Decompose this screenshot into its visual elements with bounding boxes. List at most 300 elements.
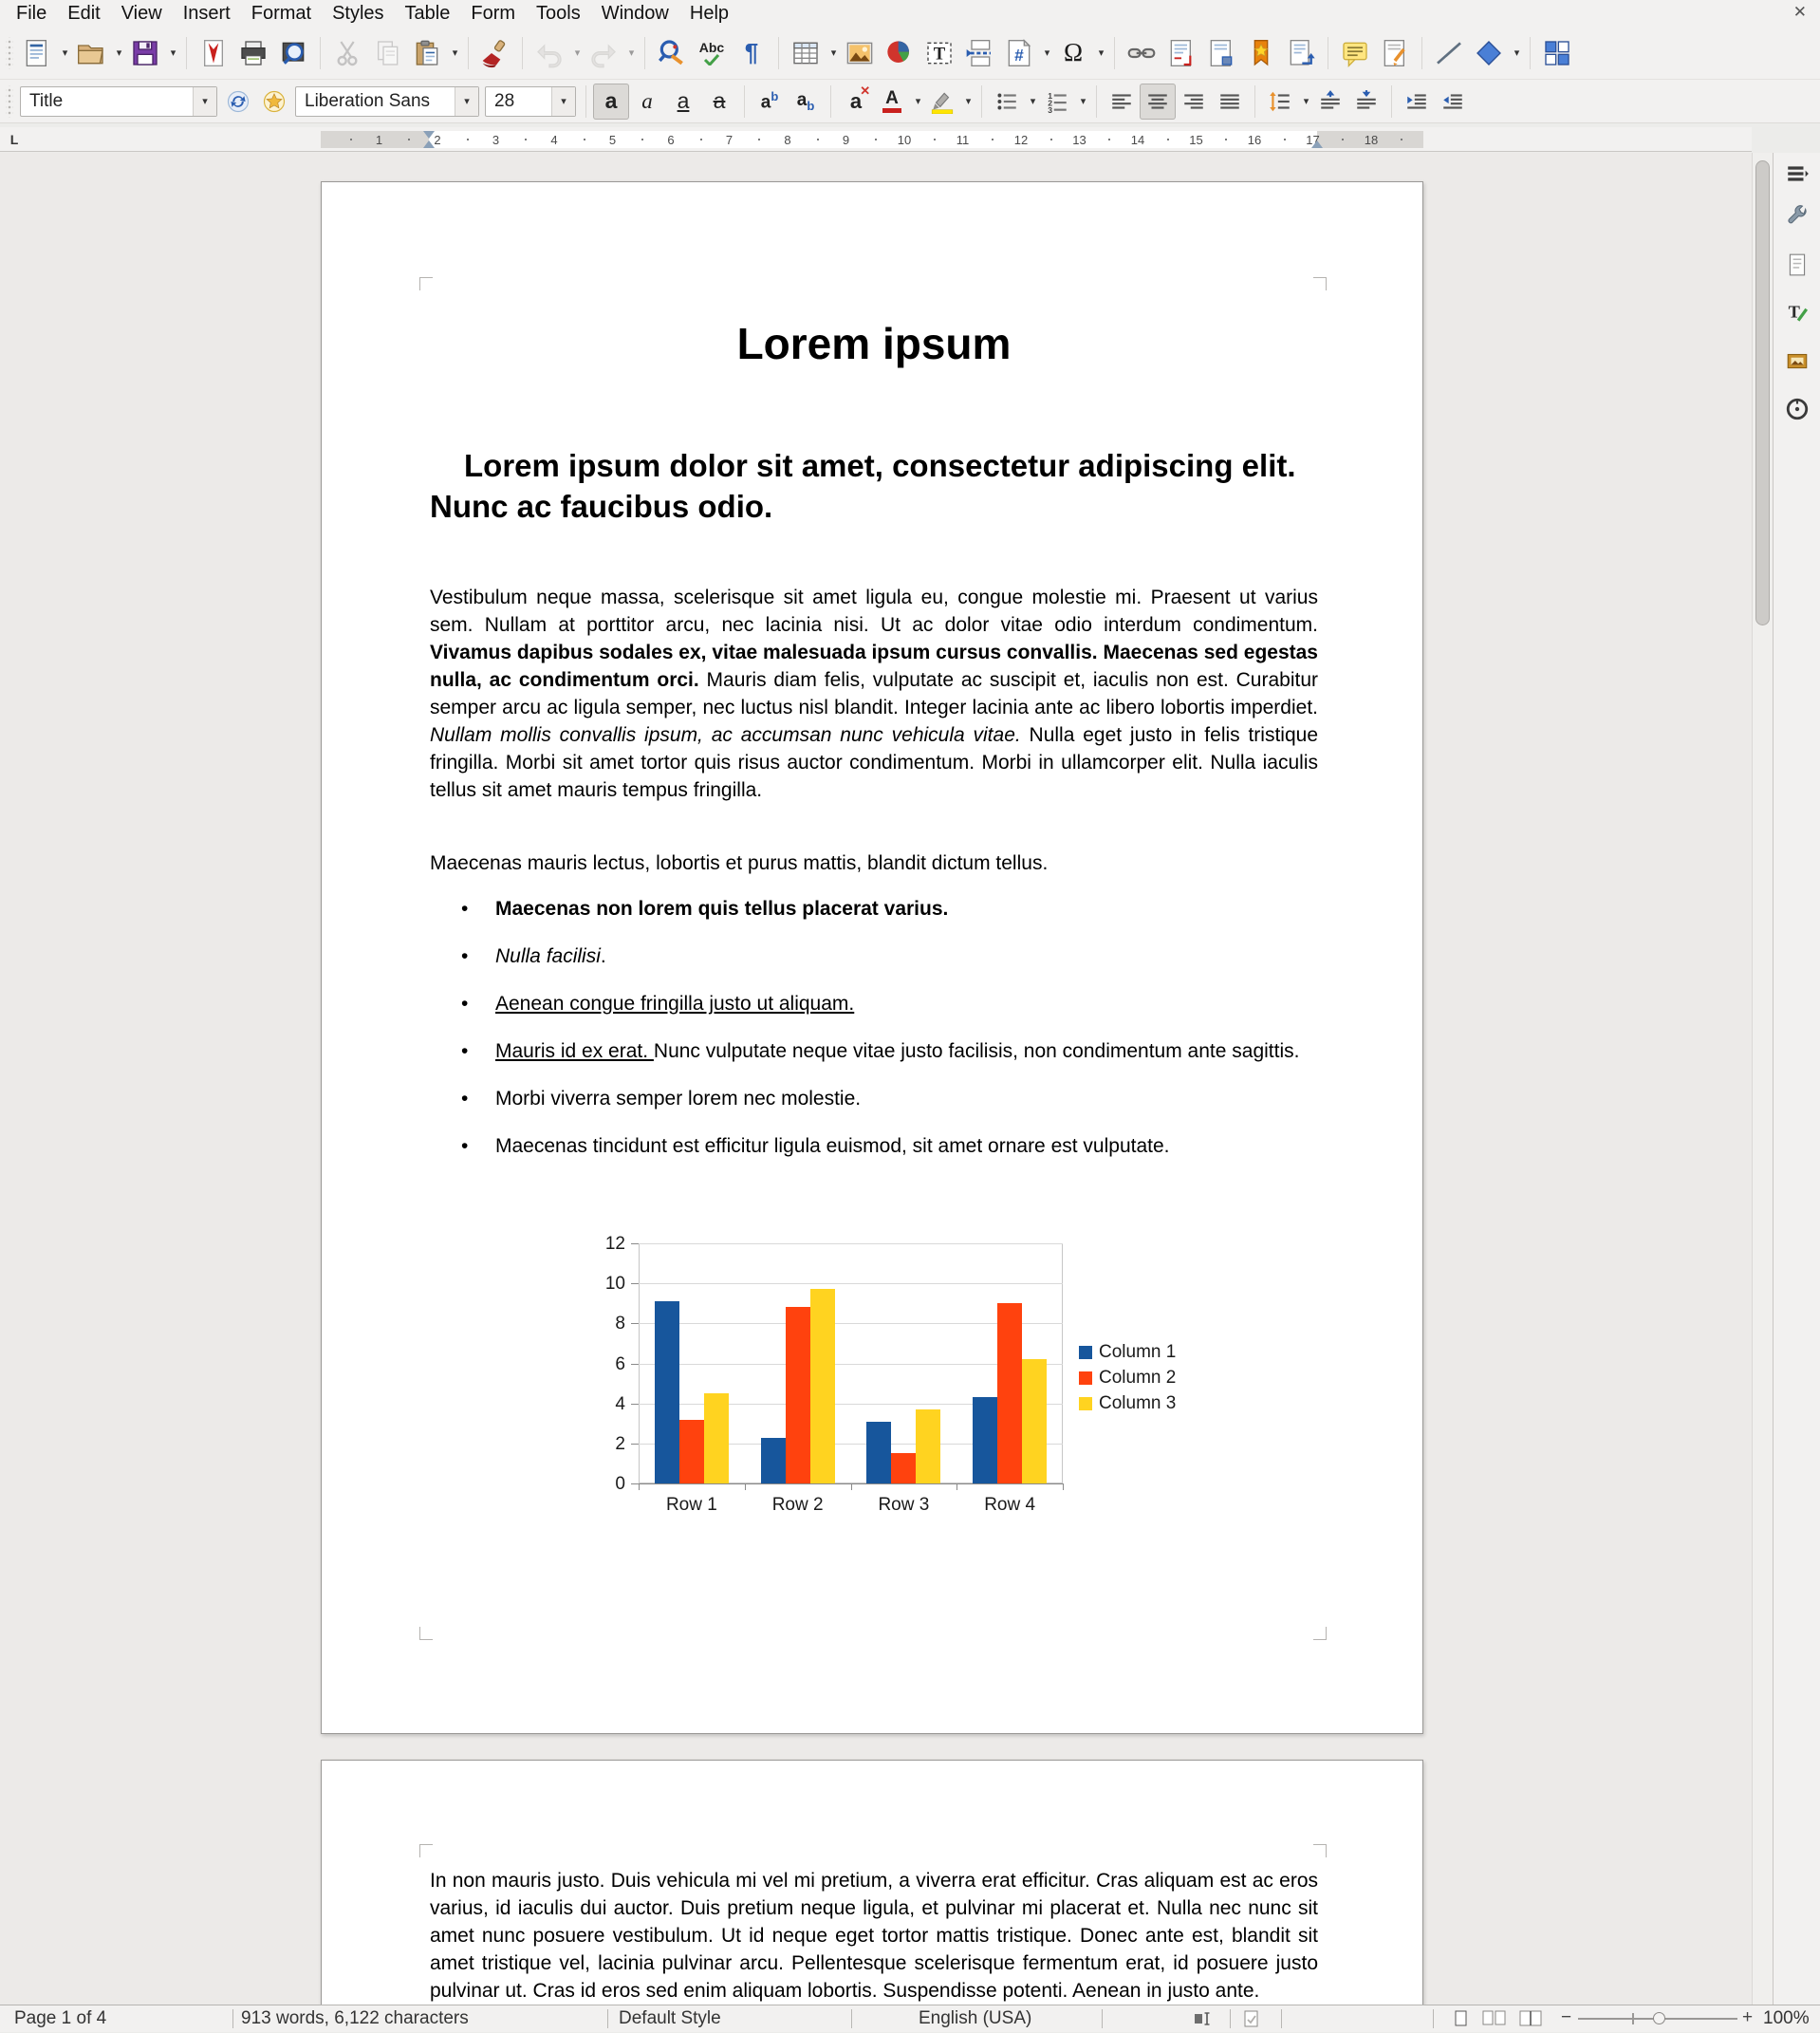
bullet-marker: • bbox=[461, 945, 469, 967]
vertical-scrollbar[interactable] bbox=[1752, 153, 1773, 2005]
insert-mode-indicator[interactable] bbox=[1194, 2010, 1213, 2033]
ruler-number: 1 bbox=[375, 133, 383, 147]
single-page-view-icon bbox=[1454, 2010, 1468, 2027]
font-color-button[interactable] bbox=[874, 84, 910, 120]
chart-y-tick-label: 10 bbox=[604, 1274, 625, 1295]
page-2[interactable] bbox=[321, 1760, 1423, 2005]
text-run: Mauris diam felis, vulputate ac suscipit et, iaculis non est. Curabitur semper arcu ac ligula semper, nec luctus nisl blandit. Integer lacinia ante ac libero lobortis imperdiet. bbox=[430, 669, 1318, 718]
increase-indent-button[interactable] bbox=[1399, 84, 1435, 120]
ruler-text-area bbox=[429, 131, 1320, 148]
chart-bar-column-2 bbox=[891, 1453, 916, 1483]
ruler-number: 4 bbox=[550, 133, 558, 147]
ruler-number: 7 bbox=[725, 133, 734, 147]
strikethrough-icon: a bbox=[713, 88, 726, 113]
legend-swatch bbox=[1079, 1371, 1092, 1385]
insert-line-button[interactable] bbox=[1429, 32, 1469, 74]
toolbar-grip[interactable] bbox=[6, 37, 13, 69]
decrease-paragraph-spacing-icon bbox=[1354, 89, 1379, 114]
superscript-button[interactable] bbox=[752, 84, 788, 120]
ruler-number: 12 bbox=[1013, 133, 1029, 147]
undo-dropdown[interactable]: ▾ bbox=[574, 47, 581, 59]
text-run: Maecenas non lorem quis tellus placerat varius. bbox=[495, 898, 949, 920]
text-run: Nulla eget justo in felis tristique fringilla. Morbi sit amet tortor quis risus auctor condimentum. Morbi in ullamcorper elit. Nulla iaculis tellus sit amet mauris tempus fringilla. bbox=[430, 724, 1319, 801]
chart-bar-column-1 bbox=[973, 1397, 997, 1483]
single-page-view-button[interactable] bbox=[1454, 2010, 1468, 2033]
svg-text:1: 1 bbox=[1048, 90, 1053, 101]
statusbar bbox=[0, 2005, 1820, 2032]
menu-window[interactable]: Window bbox=[601, 2, 669, 24]
find-replace-button[interactable] bbox=[652, 32, 692, 74]
chart-x-tick bbox=[639, 1483, 640, 1490]
sidebar-properties-button[interactable] bbox=[1782, 201, 1812, 232]
paste-button[interactable] bbox=[407, 32, 447, 74]
decrease-indent-button[interactable] bbox=[1435, 84, 1471, 120]
font-name-combo[interactable] bbox=[295, 86, 479, 117]
chart-y-tick-label: 8 bbox=[615, 1314, 625, 1334]
tab-stop-selector[interactable]: L bbox=[9, 132, 19, 147]
save-button[interactable] bbox=[125, 32, 165, 74]
sidebar-settings-icon bbox=[1785, 161, 1810, 186]
text-run: Nunc vulputate neque vitae justo facilisis, non condimentum ante sagittis. bbox=[653, 1040, 1300, 1062]
unordered-list-dropdown[interactable]: ▾ bbox=[1030, 96, 1036, 107]
open-dropdown[interactable]: ▾ bbox=[116, 47, 122, 59]
ruler-number: 11 bbox=[956, 133, 970, 147]
insert-mode-icon bbox=[1194, 2010, 1213, 2027]
open-folder-icon bbox=[76, 38, 106, 68]
print-preview-button[interactable] bbox=[273, 32, 313, 74]
bullet-marker: • bbox=[461, 898, 469, 920]
zoom-in-button[interactable]: + bbox=[1742, 2007, 1754, 2027]
paragraph-style-value: Title bbox=[29, 90, 64, 111]
chart-bar-column-2 bbox=[786, 1307, 810, 1483]
chart-bar-column-3 bbox=[1022, 1359, 1047, 1483]
sidebar-styles-button[interactable] bbox=[1782, 297, 1812, 327]
paste-dropdown[interactable]: ▾ bbox=[452, 47, 458, 59]
basic-shapes-button[interactable] bbox=[1469, 32, 1509, 74]
ruler-number: 9 bbox=[842, 133, 850, 147]
chart-bar-column-2 bbox=[997, 1303, 1022, 1483]
ruler-tick bbox=[1342, 139, 1344, 140]
menu-edit[interactable]: Edit bbox=[67, 2, 101, 24]
ruler-tick bbox=[525, 139, 527, 140]
italic-icon: a bbox=[641, 88, 653, 113]
chart-y-tick bbox=[631, 1404, 639, 1405]
cross-reference-icon bbox=[1286, 38, 1316, 68]
text-run: Maecenas tincidunt est efficitur ligula euismod, sit amet ornare est vulputate. bbox=[495, 1135, 1170, 1157]
paste-icon bbox=[412, 38, 442, 68]
ruler-tick bbox=[875, 139, 877, 140]
document-heading[interactable]: Lorem ipsum dolor sit amet, consectetur adipiscing elit. Nunc ac faucibus odio. bbox=[430, 448, 1296, 524]
ruler-tick bbox=[1401, 139, 1402, 140]
ruler-tick bbox=[1167, 139, 1169, 140]
undo-icon bbox=[534, 38, 565, 68]
pilcrow-icon: ¶ bbox=[744, 38, 759, 66]
unordered-list-button[interactable] bbox=[989, 84, 1025, 120]
special-character-dropdown[interactable]: ▾ bbox=[1098, 47, 1105, 59]
print-icon bbox=[238, 38, 269, 68]
cut-scissors-icon bbox=[332, 38, 362, 68]
insert-field-dropdown[interactable]: ▾ bbox=[1044, 47, 1050, 59]
bullet-marker: • bbox=[461, 1088, 469, 1110]
ruler-tick bbox=[934, 139, 936, 140]
italic-button[interactable] bbox=[629, 84, 665, 120]
text-run: Mauris id ex erat. bbox=[495, 1040, 654, 1062]
sidebar-settings-button[interactable] bbox=[1782, 159, 1812, 189]
ruler-tick bbox=[1284, 139, 1286, 140]
insert-image-icon bbox=[845, 38, 875, 68]
chart-y-tick-label: 12 bbox=[604, 1234, 625, 1254]
show-draw-functions-button[interactable] bbox=[1537, 32, 1577, 74]
paragraph-style-dropdown[interactable]: ▾ bbox=[193, 87, 216, 116]
ruler-number: 3 bbox=[492, 133, 500, 147]
chart-y-tick bbox=[631, 1283, 639, 1284]
svg-text:T: T bbox=[933, 44, 946, 65]
insert-bookmark-button[interactable] bbox=[1241, 32, 1281, 74]
insert-footnote-button[interactable] bbox=[1161, 32, 1201, 74]
ruler-tick bbox=[641, 139, 643, 140]
highlight-color-dropdown[interactable]: ▾ bbox=[965, 96, 972, 107]
insert-hyperlink-button[interactable] bbox=[1122, 32, 1161, 74]
basic-shapes-icon bbox=[1474, 38, 1504, 68]
page-icon bbox=[1785, 252, 1810, 277]
insert-table-button[interactable] bbox=[786, 32, 826, 74]
spelling-abc-glyph: Abc bbox=[698, 39, 725, 55]
insert-table-dropdown[interactable]: ▾ bbox=[830, 47, 837, 59]
font-color-icon: A bbox=[882, 89, 901, 113]
right-indent-marker[interactable] bbox=[1311, 140, 1323, 148]
align-left-button[interactable] bbox=[1104, 84, 1140, 120]
chart-y-tick bbox=[631, 1364, 639, 1365]
book-view-icon bbox=[1518, 2010, 1543, 2027]
chart-bar-column-1 bbox=[866, 1422, 891, 1483]
signature-icon bbox=[1243, 2010, 1260, 2027]
line-spacing-icon bbox=[1268, 89, 1292, 114]
ruler-number: 5 bbox=[608, 133, 617, 147]
book-view-button[interactable] bbox=[1518, 2010, 1543, 2033]
bold-button[interactable] bbox=[593, 84, 629, 120]
ruler-number: 2 bbox=[434, 133, 441, 147]
ruler-tick bbox=[1108, 139, 1110, 140]
insert-footnote-icon bbox=[1166, 38, 1197, 68]
zoom-slider-thumb[interactable] bbox=[1653, 2012, 1665, 2024]
text-boundary-mark bbox=[1313, 1844, 1327, 1857]
text-boundary-mark bbox=[419, 1844, 433, 1857]
svg-text:3: 3 bbox=[1048, 104, 1053, 114]
sidebar-gallery-button[interactable] bbox=[1782, 345, 1812, 376]
chart-category-label: Row 4 bbox=[984, 1495, 1036, 1515]
decrease-paragraph-spacing-button[interactable] bbox=[1348, 84, 1384, 120]
standard-toolbar bbox=[0, 27, 1820, 80]
menu-tools[interactable]: Tools bbox=[536, 2, 581, 24]
copy-icon bbox=[372, 38, 402, 68]
legend-label: Column 2 bbox=[1099, 1368, 1177, 1388]
menu-styles[interactable]: Styles bbox=[332, 2, 384, 24]
svg-text:2: 2 bbox=[1048, 97, 1053, 107]
ruler-tick bbox=[467, 139, 469, 140]
font-name-dropdown[interactable]: ▾ bbox=[455, 87, 478, 116]
underline-button[interactable] bbox=[665, 84, 701, 120]
bullet-marker: • bbox=[461, 993, 469, 1015]
chart-y-tick-label: 2 bbox=[615, 1433, 625, 1454]
menu-table[interactable]: Table bbox=[404, 2, 451, 24]
ruler-tick bbox=[758, 139, 760, 140]
menu-format[interactable]: Format bbox=[251, 2, 312, 24]
print-button[interactable] bbox=[233, 32, 273, 74]
ruler-number: 14 bbox=[1130, 133, 1145, 147]
omega-icon: Ω bbox=[1063, 38, 1084, 66]
align-center-icon bbox=[1145, 89, 1170, 114]
insert-image-button[interactable] bbox=[840, 32, 880, 74]
chart-category-label: Row 2 bbox=[771, 1495, 824, 1515]
ruler-number: 6 bbox=[667, 133, 675, 147]
zoom-slider-notch bbox=[1632, 2013, 1634, 2024]
chart-bar-column-1 bbox=[655, 1301, 679, 1483]
insert-field-icon bbox=[1004, 38, 1034, 68]
basic-shapes-dropdown[interactable]: ▾ bbox=[1514, 47, 1520, 59]
chart-bar-column-2 bbox=[679, 1420, 704, 1483]
ruler-tick bbox=[817, 139, 819, 140]
insert-chart-button[interactable] bbox=[880, 32, 919, 74]
statusbar-language[interactable]: English (USA) bbox=[919, 2008, 1032, 2028]
ruler-number: 18 bbox=[1364, 133, 1379, 147]
unordered-list-icon bbox=[994, 89, 1019, 114]
formatting-toolbar bbox=[0, 80, 1820, 123]
chart-y-tick-label: 4 bbox=[615, 1393, 625, 1414]
chart-category-label: Row 3 bbox=[878, 1495, 930, 1515]
align-right-button[interactable] bbox=[1176, 84, 1212, 120]
chart-x-tick bbox=[1063, 1483, 1064, 1490]
insert-chart-icon bbox=[884, 38, 915, 68]
ruler-tick bbox=[1050, 139, 1052, 140]
insert-special-character-button[interactable] bbox=[1053, 32, 1093, 74]
insert-comment-button[interactable] bbox=[1335, 32, 1375, 74]
copy-button[interactable] bbox=[367, 32, 407, 74]
digital-signature-indicator[interactable] bbox=[1243, 2010, 1260, 2033]
legend-swatch bbox=[1079, 1397, 1092, 1410]
track-changes-icon bbox=[1380, 38, 1410, 68]
align-justify-icon bbox=[1217, 89, 1242, 114]
chart-y-tick bbox=[631, 1444, 639, 1445]
bookmark-icon bbox=[1246, 38, 1276, 68]
bullet-marker: • bbox=[461, 1040, 469, 1062]
zoom-level[interactable]: 100% bbox=[1763, 2008, 1810, 2028]
ruler-tick bbox=[1225, 139, 1227, 140]
new-style-icon bbox=[261, 88, 288, 115]
chart-bar-column-3 bbox=[810, 1289, 835, 1483]
ruler-number: 16 bbox=[1247, 133, 1262, 147]
increase-paragraph-spacing-button[interactable] bbox=[1312, 84, 1348, 120]
new-document-icon bbox=[22, 38, 52, 68]
horizontal-ruler[interactable] bbox=[0, 127, 1752, 152]
subscript-button[interactable] bbox=[788, 84, 824, 120]
close-document-button[interactable]: ✕ bbox=[1792, 3, 1807, 21]
font-size-combo[interactable] bbox=[485, 86, 576, 117]
insert-cross-reference-button[interactable] bbox=[1281, 32, 1321, 74]
decrease-indent-icon bbox=[1440, 89, 1465, 114]
formatting-marks-button[interactable] bbox=[732, 32, 771, 74]
insert-field-button[interactable] bbox=[999, 32, 1039, 74]
menubar bbox=[0, 0, 1820, 27]
clear-formatting-icon: a ✕ bbox=[849, 83, 871, 113]
chart-gridline bbox=[639, 1283, 1063, 1284]
insert-page-break-button[interactable] bbox=[959, 32, 999, 74]
clear-formatting-button[interactable] bbox=[838, 84, 874, 120]
undo-button[interactable] bbox=[529, 32, 569, 74]
redo-icon bbox=[588, 38, 619, 68]
export-pdf-button[interactable] bbox=[194, 32, 233, 74]
update-style-icon bbox=[225, 88, 251, 115]
new-document-dropdown[interactable]: ▾ bbox=[62, 47, 68, 59]
legend-swatch bbox=[1079, 1346, 1092, 1359]
align-right-icon bbox=[1181, 89, 1206, 114]
wrench-icon bbox=[1785, 204, 1810, 229]
text-run: Vestibulum neque massa, scelerisque sit amet ligula eu, congue molestie mi. Praesent ut varius sem. Nullam at porttitor arcu, nec lacinia nisi. Ut ac dolor vitae odio interdum condimentum. bbox=[430, 587, 1318, 636]
ordered-list-icon bbox=[1045, 89, 1069, 114]
text-run: Morbi viverra semper lorem nec molestie. bbox=[495, 1088, 862, 1110]
text-run: Aenean congue fringilla justo ut aliquam. bbox=[495, 993, 855, 1015]
sidebar-page-button[interactable] bbox=[1782, 250, 1812, 280]
ruler-tick bbox=[408, 139, 410, 140]
insert-text-box-button[interactable] bbox=[919, 32, 959, 74]
hyperlink-icon bbox=[1126, 38, 1157, 68]
sidebar-tab-strip bbox=[1773, 153, 1820, 2005]
ruler-number: 10 bbox=[897, 133, 912, 147]
chart-y-tick-label: 0 bbox=[615, 1474, 625, 1494]
redo-button[interactable] bbox=[584, 32, 623, 74]
navigator-compass-icon bbox=[1785, 397, 1810, 421]
first-line-indent-marker[interactable] bbox=[423, 131, 435, 139]
chart-y-tick bbox=[631, 1323, 639, 1324]
new-style-button[interactable] bbox=[256, 84, 292, 120]
ruler-tick bbox=[584, 139, 585, 140]
insert-text-box-icon bbox=[924, 38, 955, 68]
increase-indent-icon bbox=[1404, 89, 1429, 114]
line-spacing-button[interactable] bbox=[1262, 84, 1298, 120]
statusbar-page-style[interactable]: Default Style bbox=[619, 2008, 721, 2028]
menu-help[interactable]: Help bbox=[689, 2, 730, 24]
chart-category-label: Row 1 bbox=[665, 1495, 717, 1515]
ruler-number: 15 bbox=[1189, 133, 1203, 147]
chart-x-tick bbox=[851, 1483, 852, 1490]
chart-bar-column-1 bbox=[761, 1438, 786, 1483]
chart-y-tick bbox=[631, 1483, 639, 1484]
text-run: Vivamus dapibus sodales ex, vitae malesuada ipsum cursus convallis. Maecenas sed egestas nulla, ac condimentum orci. bbox=[430, 642, 1318, 691]
svg-text:T: T bbox=[1788, 302, 1800, 322]
track-changes-button[interactable] bbox=[1375, 32, 1415, 74]
align-center-button[interactable] bbox=[1140, 84, 1176, 120]
embedded-bar-chart[interactable] bbox=[322, 182, 1424, 1735]
chart-x-tick bbox=[956, 1483, 957, 1490]
chart-gridline bbox=[639, 1243, 1063, 1244]
text-run: . bbox=[600, 945, 606, 967]
chart-bar-column-3 bbox=[704, 1393, 729, 1483]
highlight-color-button[interactable] bbox=[924, 84, 960, 120]
clone-formatting-icon bbox=[480, 38, 511, 68]
update-style-button[interactable] bbox=[220, 84, 256, 120]
insert-endnote-icon bbox=[1206, 38, 1236, 68]
chart-bar-column-3 bbox=[916, 1409, 940, 1483]
document-canvas[interactable] bbox=[0, 153, 1752, 2005]
save-icon bbox=[130, 38, 160, 68]
legend-label: Column 3 bbox=[1099, 1393, 1177, 1413]
statusbar-page-number[interactable]: Page 1 of 4 bbox=[14, 2008, 107, 2028]
text-run: Nulla facilisi bbox=[495, 945, 601, 967]
statusbar-word-count[interactable]: 913 words, 6,122 characters bbox=[241, 2008, 469, 2028]
ruler-number: 8 bbox=[784, 133, 791, 147]
zoom-out-button[interactable]: − bbox=[1561, 2007, 1572, 2027]
svg-text:#: # bbox=[1014, 45, 1024, 65]
find-replace-icon bbox=[657, 38, 687, 68]
export-pdf-icon bbox=[198, 38, 229, 68]
ordered-list-dropdown[interactable]: ▾ bbox=[1080, 96, 1086, 107]
multi-page-view-button[interactable] bbox=[1482, 2010, 1507, 2033]
highlight-color-icon bbox=[930, 89, 955, 114]
print-preview-icon bbox=[278, 38, 308, 68]
menu-view[interactable]: View bbox=[121, 2, 162, 24]
strikethrough-button[interactable] bbox=[701, 84, 737, 120]
bullet-marker: • bbox=[461, 1135, 469, 1157]
body-paragraph-2[interactable]: Maecenas mauris lectus, lobortis et purus mattis, blandit dictum tellus. bbox=[430, 852, 1049, 874]
insert-line-icon bbox=[1434, 38, 1464, 68]
redo-dropdown[interactable]: ▾ bbox=[628, 47, 635, 59]
menu-form[interactable]: Form bbox=[471, 2, 516, 24]
save-dropdown[interactable]: ▾ bbox=[170, 47, 176, 59]
clone-formatting-button[interactable] bbox=[475, 32, 515, 74]
font-size-value: 28 bbox=[494, 90, 515, 111]
gallery-icon bbox=[1785, 348, 1810, 373]
line-spacing-dropdown[interactable]: ▾ bbox=[1303, 96, 1309, 107]
ordered-list-button[interactable] bbox=[1039, 84, 1075, 120]
menu-file[interactable]: File bbox=[16, 2, 47, 24]
underline-icon: a bbox=[677, 88, 690, 113]
menu-insert[interactable]: Insert bbox=[182, 2, 231, 24]
insert-endnote-button[interactable] bbox=[1201, 32, 1241, 74]
font-name-value: Liberation Sans bbox=[305, 90, 431, 111]
increase-paragraph-spacing-icon bbox=[1318, 89, 1343, 114]
spelling-button[interactable] bbox=[692, 32, 732, 74]
legend-label: Column 1 bbox=[1099, 1342, 1177, 1362]
align-left-icon bbox=[1109, 89, 1134, 114]
left-indent-marker[interactable] bbox=[423, 140, 435, 148]
subscript-icon: $a_b$ bbox=[796, 89, 815, 113]
ruler-tick bbox=[700, 139, 702, 140]
ruler-number: 13 bbox=[1072, 133, 1086, 147]
paragraph-style-combo[interactable] bbox=[20, 86, 217, 117]
page-break-icon bbox=[964, 38, 994, 68]
page-1[interactable] bbox=[321, 181, 1423, 1734]
chart-y-tick-label: 6 bbox=[615, 1353, 625, 1374]
font-size-dropdown[interactable]: ▾ bbox=[551, 87, 575, 116]
document-title[interactable]: Lorem ipsum bbox=[736, 319, 1012, 368]
toolbar-grip[interactable] bbox=[6, 85, 13, 118]
insert-table-icon bbox=[790, 38, 821, 68]
font-color-dropdown[interactable]: ▾ bbox=[915, 96, 921, 107]
sidebar-navigator-button[interactable] bbox=[1782, 394, 1812, 424]
align-justify-button[interactable] bbox=[1212, 84, 1248, 120]
scrollbar-thumb[interactable] bbox=[1755, 160, 1770, 625]
ruler-number: 17 bbox=[1306, 133, 1320, 147]
cut-button[interactable] bbox=[327, 32, 367, 74]
spelling-check-icon bbox=[703, 54, 720, 65]
styles-icon bbox=[1785, 300, 1810, 325]
bold-icon: a bbox=[604, 88, 618, 113]
chart-y-tick bbox=[631, 1243, 639, 1244]
open-button[interactable] bbox=[71, 32, 111, 74]
superscript-icon: $a^b$ bbox=[760, 88, 779, 113]
body-paragraph-page2[interactable]: In non mauris justo. Duis vehicula mi vel mi pretium, a viverra erat efficitur. Cras aliquam est ac eros varius, id iaculis dui auctor. Duis pretium neque ligula, et pulvinar mi placerat et. Nulla nec nunc sit amet nunc posuere vestibulum. Ut id neque eget tortor mattis tristique. Donec ante est, blandit sit amet tristique vel, lacinia pulvinar arcu. Pellentesque scelerisque fermentum erat, id posuere justo pulvinar ut. Cras id eros sed enim aliquam lobortis. Suspendisse potenti. Aenean in justo ante. bbox=[430, 1870, 1318, 2002]
new-document-button[interactable] bbox=[17, 32, 57, 74]
chart-x-tick bbox=[745, 1483, 746, 1490]
